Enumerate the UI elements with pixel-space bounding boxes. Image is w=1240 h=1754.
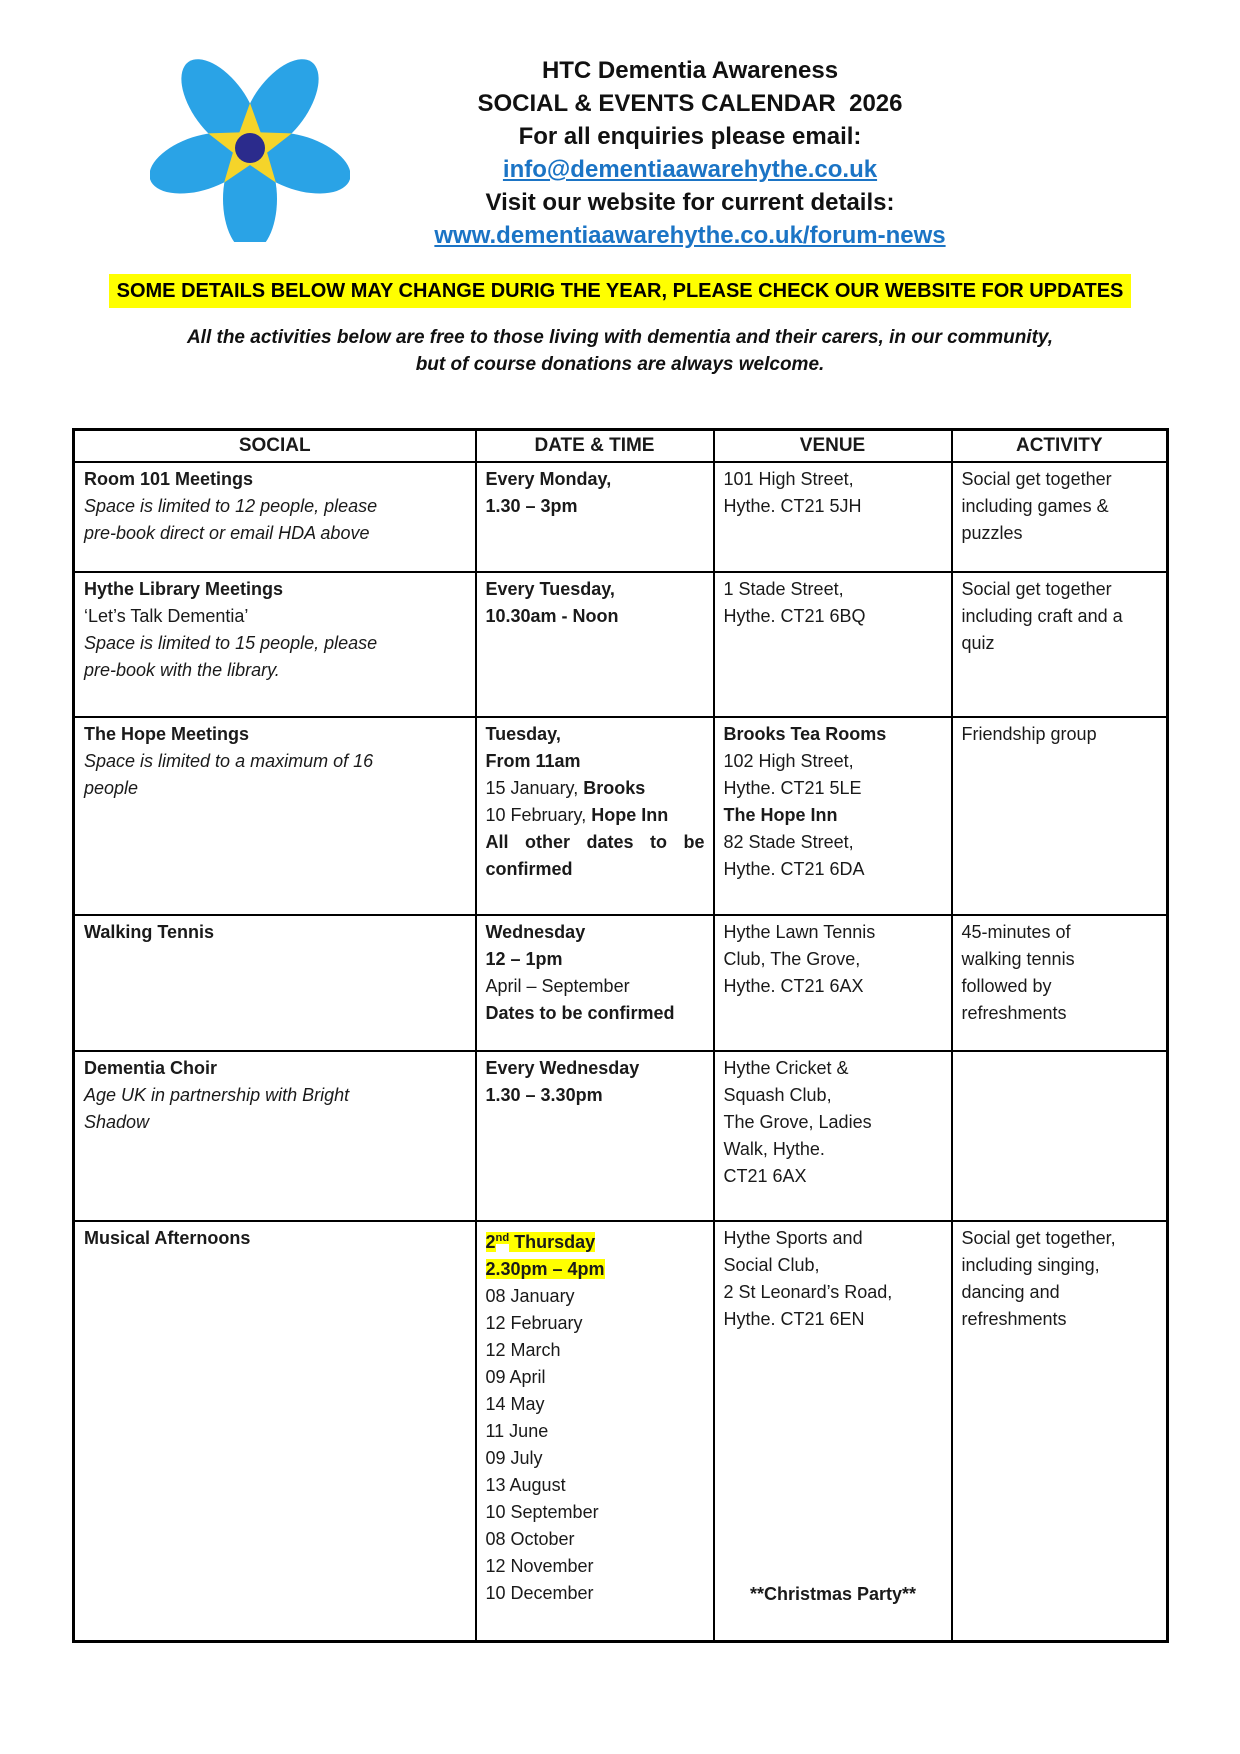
text-line [84,657,467,684]
text-line [84,576,467,603]
text-run: Social get together, [961,1228,1116,1248]
activity-cell [952,572,1168,717]
text-line [486,1580,705,1607]
text-run: Musical Afternoons [84,1228,251,1248]
page-header [0,0,1240,252]
text-line [486,1472,705,1499]
table-row [74,915,1168,1051]
calendar-title: SOCIAL & EVENTS CALENDAR 2026 [477,90,903,117]
text-run: Squash Club, [723,1085,832,1105]
text-line [84,1225,467,1252]
text-run: including games & [961,496,1109,516]
text-line [962,466,1159,493]
events-table-body [74,462,1168,1641]
text-line [724,1109,943,1136]
text-line [486,1283,705,1310]
website-label: Visit our website for current details: [485,189,895,216]
text-run: Hythe Library Meetings [84,579,284,599]
text-line [486,1391,705,1418]
column-header-social: SOCIAL [74,430,476,463]
table-row [74,1051,1168,1221]
text-line [486,973,705,1000]
text-line [486,802,705,829]
text-line [84,603,467,630]
text-line [724,973,943,1000]
text-line [724,1163,943,1190]
text-run: CT21 6AX [723,1166,807,1186]
text-run: 14 May [485,1394,545,1414]
text-line [724,493,943,520]
text-run: Every Monday, [485,469,612,489]
text-run: Hope Inn [591,805,669,825]
text-run: Space is limited to 15 people, please [84,633,378,653]
text-line [962,946,1159,973]
datetime-cell [476,1051,714,1221]
social-cell [74,1051,476,1221]
text-line [486,603,705,630]
text-run: quiz [961,633,995,653]
text-line [724,748,943,775]
venue-cell [714,717,952,915]
text-run: confirmed [485,859,573,879]
text-line [486,1499,705,1526]
text-run: 45-minutes of [961,922,1071,942]
text-line [724,919,943,946]
text-run: 1.30 – 3.30pm [485,1085,603,1105]
social-cell [74,572,476,717]
text-line [962,1306,1159,1333]
text-run: From 11am [485,751,581,771]
text-line [486,1225,705,1256]
text-run: The Grove, Ladies [723,1112,872,1132]
text-line [724,802,943,829]
text-line [84,466,467,493]
text-line [962,1252,1159,1279]
text-run: Brooks [583,778,646,798]
text-line [486,1526,705,1553]
text-run: 08 January [485,1286,575,1306]
text-run: 2 St Leonard’s Road, [723,1282,893,1302]
text-run: Walking Tennis [84,922,215,942]
text-run: refreshments [961,1309,1067,1329]
text-run: 10 December [485,1583,594,1603]
text-line [486,829,705,856]
text-line [962,520,1159,547]
text-run: Wednesday [485,922,586,942]
text-run: Club, The Grove, [723,949,861,969]
text-run: Hythe Cricket & [723,1058,849,1078]
text-run: people [84,778,139,798]
text-run: Room 101 Meetings [84,469,254,489]
text-run: 11 June [485,1421,549,1441]
text-run: 08 October [485,1529,575,1549]
text-run: 10 September [485,1502,599,1522]
text-run: 12 March [485,1340,561,1360]
text-line [486,1445,705,1472]
venue-cell [714,462,952,572]
text-line [486,1553,705,1580]
text-line [486,748,705,775]
text-line [486,1256,705,1283]
column-header-date-time: DATE & TIME [476,430,714,463]
intro-line-2: but of course donations are always welcome. [415,354,825,375]
text-line [962,576,1159,603]
text-line [84,919,467,946]
text-line [84,1082,467,1109]
text-line [724,576,943,603]
header-row [74,430,1168,463]
text-line [486,1418,705,1445]
text-line [962,603,1159,630]
notice-banner: SOME DETAILS BELOW MAY CHANGE DURIG THE YEAR, PLEASE CHECK OUR WEBSITE FOR UPDATES [109,274,1132,308]
activity-cell [952,1221,1168,1641]
text-run: 10.30am - Noon [485,606,619,626]
text-run: Brooks Tea Rooms [723,724,887,744]
text-run: 12 – 1pm [485,949,563,969]
text-run: Space is limited to a maximum of 16 [84,751,374,771]
text-run: 09 July [485,1448,543,1468]
text-run: 09 April [485,1367,546,1387]
text-line [84,630,467,657]
text-run: 2.30pm – 4pm [485,1259,605,1279]
text-line [486,721,705,748]
text-line [84,1055,467,1082]
text-line [486,1364,705,1391]
text-line [486,1055,705,1082]
text-line [486,1082,705,1109]
text-line [486,576,705,603]
venue-cell [714,1051,952,1221]
text-run: followed by [961,976,1052,996]
text-line [724,1136,943,1163]
text-run: Walk, Hythe. [723,1139,825,1159]
text-run: The Hope Meetings [84,724,250,744]
text-run: ‘Let’s Talk Dementia’ [84,606,249,626]
text-line [724,1225,943,1252]
website-link[interactable]: www.dementiaawarehythe.co.uk/forum-news [434,222,946,249]
text-run: Tuesday, [485,724,561,744]
text-line [724,1333,943,1581]
text-run: Friendship group [961,724,1097,744]
intro-line-1: All the activities below are free to those living with dementia and their carers, in our community, [186,327,1054,348]
column-header-venue: VENUE [714,430,952,463]
text-line [962,630,1159,657]
text-run: Social get together [961,469,1112,489]
venue-cell [714,572,952,717]
text-run: nd [495,1232,510,1244]
text-run: 12 February [485,1313,583,1333]
social-cell [74,915,476,1051]
text-line [486,493,705,520]
text-line [84,775,467,802]
activity-cell [952,915,1168,1051]
text-run: Dementia Choir [84,1058,218,1078]
text-run: **Christmas Party** [749,1584,917,1604]
text-line [962,721,1159,748]
forget-me-not-flower-logo [150,52,350,242]
social-cell [74,1221,476,1641]
text-run: The Hope Inn [723,805,838,825]
text-run: All other dates to be [485,832,705,852]
datetime-cell [476,572,714,717]
venue-cell [714,1221,952,1641]
notice-banner-wrap [0,274,1240,308]
text-line [486,775,705,802]
text-line [486,1310,705,1337]
text-run: Social get together [961,579,1112,599]
text-line [486,1000,705,1027]
datetime-cell [476,462,714,572]
email-link[interactable]: info@dementiaawarehythe.co.uk [502,156,878,183]
text-line [724,1252,943,1279]
text-line [486,466,705,493]
text-run: pre-book with the library. [84,660,280,680]
text-line [962,973,1159,1000]
social-cell [74,462,476,572]
text-run: pre-book direct or email HDA above [84,523,370,543]
text-run: 101 High Street, [723,469,854,489]
text-line [962,1000,1159,1027]
venue-cell [714,915,952,1051]
text-run: 13 August [485,1475,566,1495]
text-line [724,1581,943,1608]
text-line [84,748,467,775]
events-table-head [74,430,1168,463]
text-run: puzzles [961,523,1023,543]
text-line [962,1225,1159,1252]
text-run: 1.30 – 3pm [485,496,578,516]
text-line [724,856,943,883]
text-line [962,1279,1159,1306]
datetime-cell [476,1221,714,1641]
text-line [724,946,943,973]
text-run: 1 Stade Street, [723,579,844,599]
text-run: including craft and a [961,606,1123,626]
table-row [74,462,1168,572]
text-line [84,721,467,748]
text-run: dancing and [961,1282,1060,1302]
intro-text [0,324,1240,378]
text-line [724,1055,943,1082]
text-run: Hythe Lawn Tennis [723,922,876,942]
org-title: HTC Dementia Awareness [541,57,839,84]
text-line [486,856,705,883]
column-header-activity: ACTIVITY [952,430,1168,463]
text-line [486,1337,705,1364]
text-line [84,493,467,520]
text-line [724,603,943,630]
table-row [74,717,1168,915]
text-run: Age UK in partnership with Bright [84,1085,350,1105]
enquiries-label: For all enquiries please email: [518,123,862,150]
text-run: Hythe. CT21 5JH [723,496,862,516]
text-run: April – September [485,976,630,996]
datetime-cell [476,915,714,1051]
datetime-cell [476,717,714,915]
text-line [724,1279,943,1306]
activity-cell [952,462,1168,572]
text-run: Hythe Sports and [723,1228,863,1248]
text-run: Hythe. CT21 6AX [723,976,864,996]
flower-center-dot [235,133,265,163]
text-run: 82 Stade Street, [723,832,854,852]
text-run: walking tennis [961,949,1075,969]
text-run: 2 [485,1232,496,1252]
activity-cell [952,717,1168,915]
text-line [486,919,705,946]
text-line [724,1082,943,1109]
text-run: refreshments [961,1003,1067,1023]
text-run: Hythe. CT21 6DA [723,859,865,879]
text-run: Every Tuesday, [485,579,615,599]
social-cell [74,717,476,915]
text-line [486,946,705,973]
events-table [72,428,1169,1643]
text-line [84,520,467,547]
text-run: 15 January, [485,778,584,798]
table-row [74,572,1168,717]
text-line [724,1306,943,1333]
text-run: 10 February, [485,805,592,825]
text-line [724,829,943,856]
text-line [724,466,943,493]
text-run: Hythe. CT21 6BQ [723,606,866,626]
text-run: Hythe. CT21 6EN [723,1309,865,1329]
text-line [724,721,943,748]
text-line [962,493,1159,520]
text-line [724,775,943,802]
text-run: Space is limited to 12 people, please [84,496,378,516]
text-run: 102 High Street, [723,751,854,771]
text-run: 12 November [485,1556,594,1576]
text-run: Shadow [84,1112,150,1132]
text-run: Social Club, [723,1255,820,1275]
text-run: Hythe. CT21 5LE [723,778,862,798]
text-run: including singing, [961,1255,1100,1275]
text-run: Every Wednesday [485,1058,640,1078]
text-line [962,919,1159,946]
activity-cell [952,1051,1168,1221]
table-row [74,1221,1168,1641]
text-line [84,1109,467,1136]
text-run: Thursday [509,1232,596,1252]
text-run: Dates to be confirmed [485,1003,675,1023]
